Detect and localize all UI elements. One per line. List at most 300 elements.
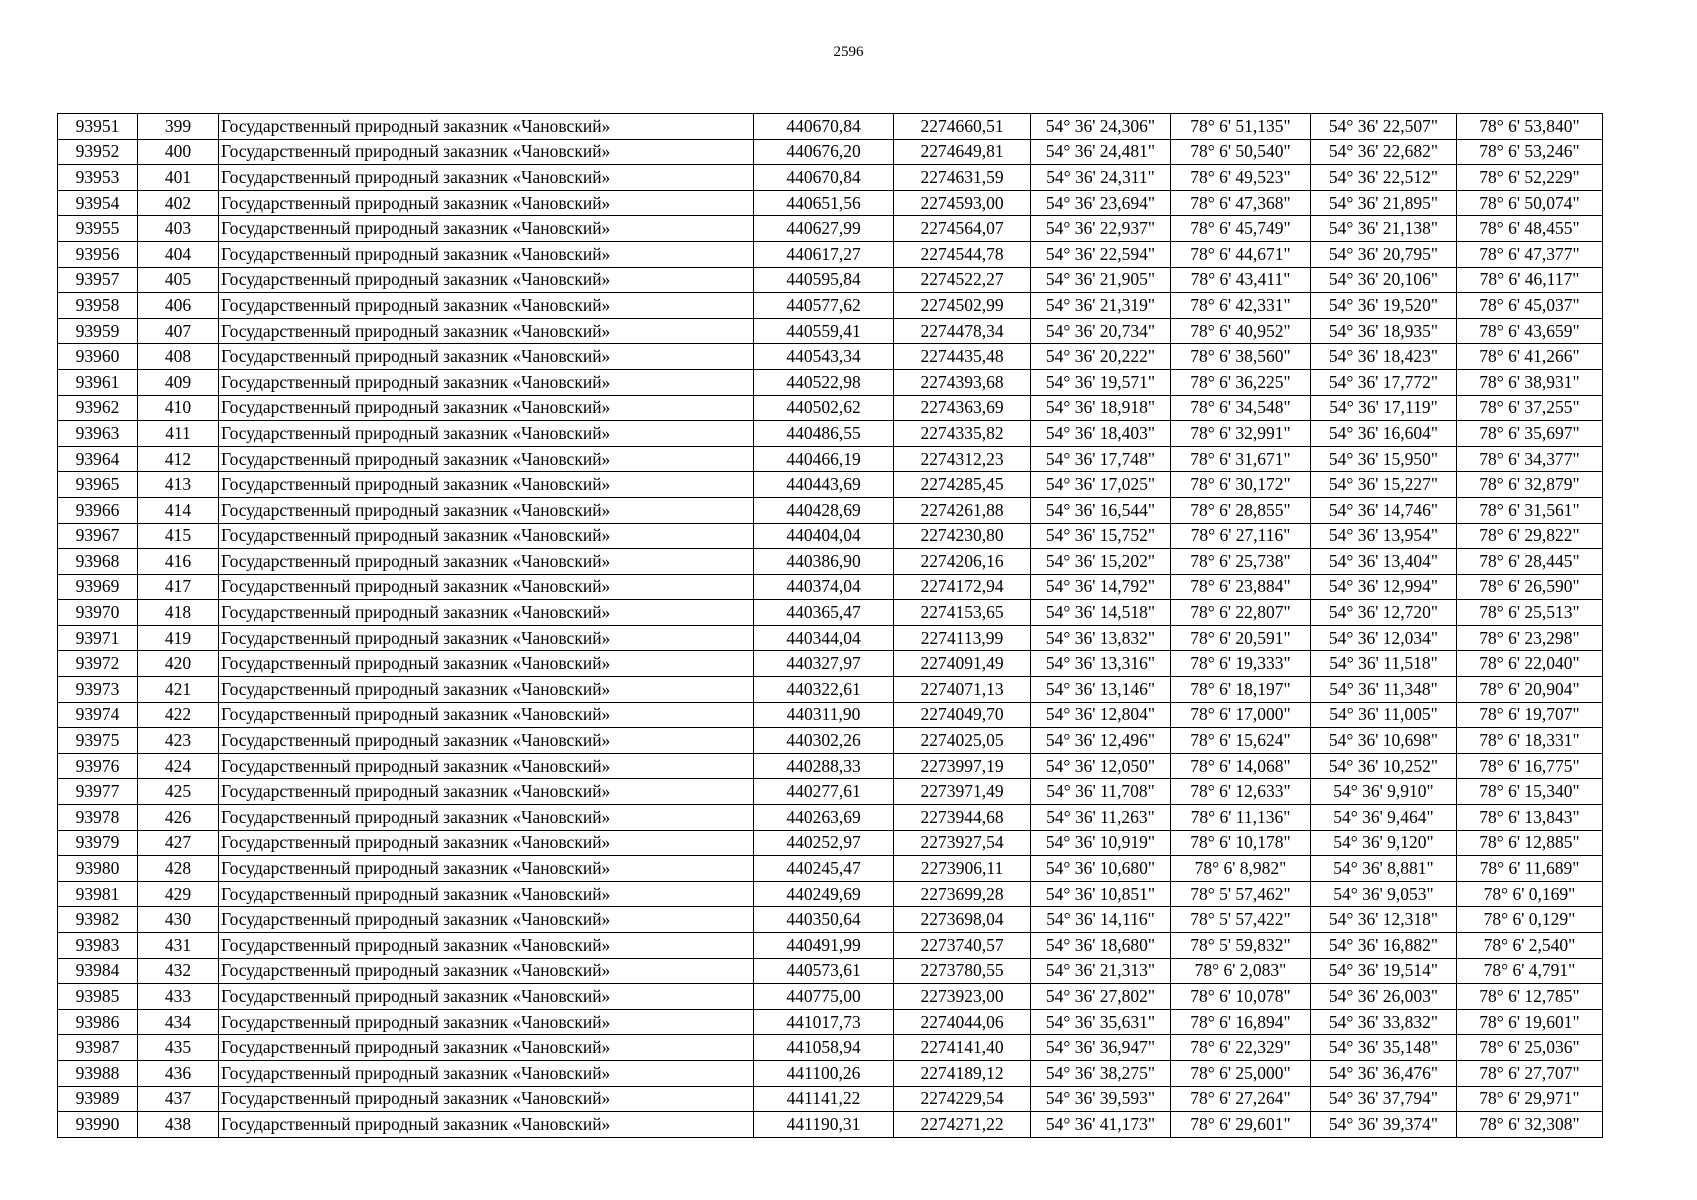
table-row bbox=[58, 293, 1603, 319]
page-number: 2596 bbox=[833, 44, 864, 60]
x-coordinate-cell: 440486,55 bbox=[754, 421, 894, 447]
latitude-cell: 54° 36' 24,306" bbox=[1031, 114, 1171, 140]
latitude-alt-cell: 54° 36' 22,507" bbox=[1311, 114, 1457, 140]
latitude-cell: 54° 36' 27,802" bbox=[1031, 984, 1171, 1010]
longitude-cell: 78° 5' 59,832" bbox=[1171, 933, 1311, 959]
point-number-cell: 425 bbox=[138, 779, 219, 805]
area-name-cell: Государственный природный заказник «Чановский» bbox=[219, 702, 754, 728]
longitude-alt-cell: 78° 6' 31,561" bbox=[1457, 497, 1603, 523]
point-number-cell: 419 bbox=[138, 625, 219, 651]
record-number-cell: 93967 bbox=[58, 523, 138, 549]
point-number-cell: 410 bbox=[138, 395, 219, 421]
latitude-alt-cell: 54° 36' 12,720" bbox=[1311, 600, 1457, 626]
longitude-alt-cell: 78° 6' 32,879" bbox=[1457, 472, 1603, 498]
x-coordinate-cell: 441017,73 bbox=[754, 1009, 894, 1035]
area-name-cell: Государственный природный заказник «Чановский» bbox=[219, 677, 754, 703]
record-number-cell: 93953 bbox=[58, 165, 138, 191]
area-name-cell: Государственный природный заказник «Чановский» bbox=[219, 216, 754, 242]
x-coordinate-cell: 440522,98 bbox=[754, 369, 894, 395]
x-coordinate-cell: 440651,56 bbox=[754, 190, 894, 216]
table-row bbox=[58, 933, 1603, 959]
area-name-cell: Государственный природный заказник «Чановский» bbox=[219, 165, 754, 191]
longitude-cell: 78° 6' 2,083" bbox=[1171, 958, 1311, 984]
point-number-cell: 409 bbox=[138, 369, 219, 395]
latitude-cell: 54° 36' 17,025" bbox=[1031, 472, 1171, 498]
longitude-cell: 78° 6' 25,738" bbox=[1171, 549, 1311, 575]
latitude-cell: 54° 36' 35,631" bbox=[1031, 1009, 1171, 1035]
area-name-cell: Государственный природный заказник «Чановский» bbox=[219, 139, 754, 165]
area-name-cell: Государственный природный заказник «Чановский» bbox=[219, 446, 754, 472]
longitude-cell: 78° 6' 30,172" bbox=[1171, 472, 1311, 498]
area-name-cell: Государственный природный заказник «Чановский» bbox=[219, 830, 754, 856]
longitude-cell: 78° 6' 38,560" bbox=[1171, 344, 1311, 370]
longitude-cell: 78° 6' 17,000" bbox=[1171, 702, 1311, 728]
y-coordinate-cell: 2273944,68 bbox=[894, 805, 1031, 831]
x-coordinate-cell: 440559,41 bbox=[754, 318, 894, 344]
point-number-cell: 438 bbox=[138, 1112, 219, 1138]
point-number-cell: 428 bbox=[138, 856, 219, 882]
longitude-alt-cell: 78° 6' 19,601" bbox=[1457, 1009, 1603, 1035]
latitude-cell: 54° 36' 20,734" bbox=[1031, 318, 1171, 344]
longitude-cell: 78° 6' 23,884" bbox=[1171, 574, 1311, 600]
latitude-alt-cell: 54° 36' 13,954" bbox=[1311, 523, 1457, 549]
x-coordinate-cell: 440466,19 bbox=[754, 446, 894, 472]
longitude-alt-cell: 78° 6' 4,791" bbox=[1457, 958, 1603, 984]
record-number-cell: 93956 bbox=[58, 241, 138, 267]
table-row bbox=[58, 600, 1603, 626]
area-name-cell: Государственный природный заказник «Чановский» bbox=[219, 805, 754, 831]
area-name-cell: Государственный природный заказник «Чановский» bbox=[219, 395, 754, 421]
latitude-alt-cell: 54° 36' 15,950" bbox=[1311, 446, 1457, 472]
y-coordinate-cell: 2274363,69 bbox=[894, 395, 1031, 421]
longitude-alt-cell: 78° 6' 15,340" bbox=[1457, 779, 1603, 805]
point-number-cell: 399 bbox=[138, 114, 219, 140]
longitude-alt-cell: 78° 6' 12,785" bbox=[1457, 984, 1603, 1010]
latitude-alt-cell: 54° 36' 22,682" bbox=[1311, 139, 1457, 165]
latitude-alt-cell: 54° 36' 9,053" bbox=[1311, 881, 1457, 907]
latitude-alt-cell: 54° 36' 19,514" bbox=[1311, 958, 1457, 984]
y-coordinate-cell: 2273698,04 bbox=[894, 907, 1031, 933]
y-coordinate-cell: 2274544,78 bbox=[894, 241, 1031, 267]
table-row bbox=[58, 881, 1603, 907]
latitude-cell: 54° 36' 13,146" bbox=[1031, 677, 1171, 703]
longitude-cell: 78° 6' 10,178" bbox=[1171, 830, 1311, 856]
longitude-cell: 78° 6' 34,548" bbox=[1171, 395, 1311, 421]
table-row bbox=[58, 190, 1603, 216]
table-row bbox=[58, 830, 1603, 856]
x-coordinate-cell: 441190,31 bbox=[754, 1112, 894, 1138]
point-number-cell: 415 bbox=[138, 523, 219, 549]
longitude-cell: 78° 6' 16,894" bbox=[1171, 1009, 1311, 1035]
longitude-cell: 78° 6' 44,671" bbox=[1171, 241, 1311, 267]
latitude-alt-cell: 54° 36' 11,348" bbox=[1311, 677, 1457, 703]
record-number-cell: 93970 bbox=[58, 600, 138, 626]
latitude-cell: 54° 36' 36,947" bbox=[1031, 1035, 1171, 1061]
y-coordinate-cell: 2273740,57 bbox=[894, 933, 1031, 959]
table-row bbox=[58, 369, 1603, 395]
latitude-cell: 54° 36' 14,116" bbox=[1031, 907, 1171, 933]
record-number-cell: 93963 bbox=[58, 421, 138, 447]
longitude-cell: 78° 6' 36,225" bbox=[1171, 369, 1311, 395]
area-name-cell: Государственный природный заказник «Чановский» bbox=[219, 651, 754, 677]
latitude-cell: 54° 36' 12,804" bbox=[1031, 702, 1171, 728]
table-row bbox=[58, 549, 1603, 575]
longitude-alt-cell: 78° 6' 46,117" bbox=[1457, 267, 1603, 293]
point-number-cell: 401 bbox=[138, 165, 219, 191]
point-number-cell: 408 bbox=[138, 344, 219, 370]
latitude-alt-cell: 54° 36' 22,512" bbox=[1311, 165, 1457, 191]
longitude-alt-cell: 78° 6' 20,904" bbox=[1457, 677, 1603, 703]
x-coordinate-cell: 440288,33 bbox=[754, 753, 894, 779]
longitude-cell: 78° 6' 43,411" bbox=[1171, 267, 1311, 293]
latitude-alt-cell: 54° 36' 15,227" bbox=[1311, 472, 1457, 498]
y-coordinate-cell: 2274071,13 bbox=[894, 677, 1031, 703]
x-coordinate-cell: 440443,69 bbox=[754, 472, 894, 498]
x-coordinate-cell: 440502,62 bbox=[754, 395, 894, 421]
latitude-cell: 54° 36' 10,851" bbox=[1031, 881, 1171, 907]
table-row bbox=[58, 139, 1603, 165]
longitude-cell: 78° 6' 40,952" bbox=[1171, 318, 1311, 344]
x-coordinate-cell: 441058,94 bbox=[754, 1035, 894, 1061]
table-row bbox=[58, 165, 1603, 191]
latitude-cell: 54° 36' 38,275" bbox=[1031, 1060, 1171, 1086]
record-number-cell: 93969 bbox=[58, 574, 138, 600]
latitude-alt-cell: 54° 36' 21,138" bbox=[1311, 216, 1457, 242]
record-number-cell: 93976 bbox=[58, 753, 138, 779]
latitude-alt-cell: 54° 36' 17,119" bbox=[1311, 395, 1457, 421]
area-name-cell: Государственный природный заказник «Чановский» bbox=[219, 421, 754, 447]
area-name-cell: Государственный природный заказник «Чановский» bbox=[219, 190, 754, 216]
longitude-alt-cell: 78° 6' 2,540" bbox=[1457, 933, 1603, 959]
area-name-cell: Государственный природный заказник «Чановский» bbox=[219, 523, 754, 549]
longitude-cell: 78° 6' 27,264" bbox=[1171, 1086, 1311, 1112]
point-number-cell: 404 bbox=[138, 241, 219, 267]
longitude-cell: 78° 6' 12,633" bbox=[1171, 779, 1311, 805]
latitude-alt-cell: 54° 36' 37,794" bbox=[1311, 1086, 1457, 1112]
longitude-cell: 78° 6' 49,523" bbox=[1171, 165, 1311, 191]
y-coordinate-cell: 2274285,45 bbox=[894, 472, 1031, 498]
latitude-cell: 54° 36' 16,544" bbox=[1031, 497, 1171, 523]
table-row bbox=[58, 753, 1603, 779]
y-coordinate-cell: 2274229,54 bbox=[894, 1086, 1031, 1112]
latitude-alt-cell: 54° 36' 36,476" bbox=[1311, 1060, 1457, 1086]
latitude-alt-cell: 54° 36' 18,423" bbox=[1311, 344, 1457, 370]
y-coordinate-cell: 2274502,99 bbox=[894, 293, 1031, 319]
area-name-cell: Государственный природный заказник «Чановский» bbox=[219, 1060, 754, 1086]
area-name-cell: Государственный природный заказник «Чановский» bbox=[219, 344, 754, 370]
x-coordinate-cell: 440350,64 bbox=[754, 907, 894, 933]
latitude-alt-cell: 54° 36' 9,910" bbox=[1311, 779, 1457, 805]
x-coordinate-cell: 440386,90 bbox=[754, 549, 894, 575]
longitude-cell: 78° 6' 50,540" bbox=[1171, 139, 1311, 165]
latitude-alt-cell: 54° 36' 26,003" bbox=[1311, 984, 1457, 1010]
y-coordinate-cell: 2274649,81 bbox=[894, 139, 1031, 165]
latitude-alt-cell: 54° 36' 16,882" bbox=[1311, 933, 1457, 959]
latitude-alt-cell: 54° 36' 20,106" bbox=[1311, 267, 1457, 293]
longitude-cell: 78° 6' 32,991" bbox=[1171, 421, 1311, 447]
point-number-cell: 400 bbox=[138, 139, 219, 165]
y-coordinate-cell: 2273971,49 bbox=[894, 779, 1031, 805]
longitude-cell: 78° 6' 20,591" bbox=[1171, 625, 1311, 651]
latitude-cell: 54° 36' 15,752" bbox=[1031, 523, 1171, 549]
longitude-cell: 78° 6' 27,116" bbox=[1171, 523, 1311, 549]
table-row bbox=[58, 216, 1603, 242]
area-name-cell: Государственный природный заказник «Чановский» bbox=[219, 881, 754, 907]
record-number-cell: 93979 bbox=[58, 830, 138, 856]
x-coordinate-cell: 440617,27 bbox=[754, 241, 894, 267]
table-row bbox=[58, 574, 1603, 600]
latitude-cell: 54° 36' 11,263" bbox=[1031, 805, 1171, 831]
x-coordinate-cell: 440245,47 bbox=[754, 856, 894, 882]
area-name-cell: Государственный природный заказник «Чановский» bbox=[219, 933, 754, 959]
latitude-alt-cell: 54° 36' 16,604" bbox=[1311, 421, 1457, 447]
record-number-cell: 93986 bbox=[58, 1009, 138, 1035]
point-number-cell: 432 bbox=[138, 958, 219, 984]
longitude-cell: 78° 6' 18,197" bbox=[1171, 677, 1311, 703]
area-name-cell: Государственный природный заказник «Чановский» bbox=[219, 267, 754, 293]
longitude-alt-cell: 78° 6' 45,037" bbox=[1457, 293, 1603, 319]
table-row bbox=[58, 241, 1603, 267]
latitude-cell: 54° 36' 11,708" bbox=[1031, 779, 1171, 805]
record-number-cell: 93952 bbox=[58, 139, 138, 165]
record-number-cell: 93964 bbox=[58, 446, 138, 472]
x-coordinate-cell: 440249,69 bbox=[754, 881, 894, 907]
area-name-cell: Государственный природный заказник «Чановский» bbox=[219, 856, 754, 882]
area-name-cell: Государственный природный заказник «Чановский» bbox=[219, 984, 754, 1010]
longitude-cell: 78° 5' 57,462" bbox=[1171, 881, 1311, 907]
record-number-cell: 93981 bbox=[58, 881, 138, 907]
point-number-cell: 421 bbox=[138, 677, 219, 703]
latitude-cell: 54° 36' 18,403" bbox=[1031, 421, 1171, 447]
table-row bbox=[58, 1009, 1603, 1035]
latitude-alt-cell: 54° 36' 11,518" bbox=[1311, 651, 1457, 677]
latitude-cell: 54° 36' 15,202" bbox=[1031, 549, 1171, 575]
longitude-alt-cell: 78° 6' 25,513" bbox=[1457, 600, 1603, 626]
table-row bbox=[58, 472, 1603, 498]
point-number-cell: 402 bbox=[138, 190, 219, 216]
x-coordinate-cell: 440627,99 bbox=[754, 216, 894, 242]
table-row bbox=[58, 958, 1603, 984]
latitude-alt-cell: 54° 36' 8,881" bbox=[1311, 856, 1457, 882]
longitude-alt-cell: 78° 6' 52,229" bbox=[1457, 165, 1603, 191]
x-coordinate-cell: 440595,84 bbox=[754, 267, 894, 293]
record-number-cell: 93989 bbox=[58, 1086, 138, 1112]
record-number-cell: 93966 bbox=[58, 497, 138, 523]
y-coordinate-cell: 2274025,05 bbox=[894, 728, 1031, 754]
longitude-alt-cell: 78° 6' 35,697" bbox=[1457, 421, 1603, 447]
record-number-cell: 93954 bbox=[58, 190, 138, 216]
area-name-cell: Государственный природный заказник «Чановский» bbox=[219, 472, 754, 498]
table-row bbox=[58, 344, 1603, 370]
area-name-cell: Государственный природный заказник «Чановский» bbox=[219, 114, 754, 140]
point-number-cell: 437 bbox=[138, 1086, 219, 1112]
longitude-alt-cell: 78° 6' 48,455" bbox=[1457, 216, 1603, 242]
record-number-cell: 93968 bbox=[58, 549, 138, 575]
latitude-cell: 54° 36' 10,919" bbox=[1031, 830, 1171, 856]
longitude-cell: 78° 6' 10,078" bbox=[1171, 984, 1311, 1010]
record-number-cell: 93990 bbox=[58, 1112, 138, 1138]
point-number-cell: 413 bbox=[138, 472, 219, 498]
latitude-cell: 54° 36' 10,680" bbox=[1031, 856, 1171, 882]
latitude-cell: 54° 36' 17,748" bbox=[1031, 446, 1171, 472]
x-coordinate-cell: 440543,34 bbox=[754, 344, 894, 370]
area-name-cell: Государственный природный заказник «Чановский» bbox=[219, 318, 754, 344]
point-number-cell: 434 bbox=[138, 1009, 219, 1035]
longitude-alt-cell: 78° 6' 0,169" bbox=[1457, 881, 1603, 907]
table-row bbox=[58, 805, 1603, 831]
x-coordinate-cell: 440322,61 bbox=[754, 677, 894, 703]
longitude-alt-cell: 78° 6' 19,707" bbox=[1457, 702, 1603, 728]
table-row bbox=[58, 446, 1603, 472]
record-number-cell: 93961 bbox=[58, 369, 138, 395]
table-row bbox=[58, 702, 1603, 728]
y-coordinate-cell: 2274312,23 bbox=[894, 446, 1031, 472]
y-coordinate-cell: 2274335,82 bbox=[894, 421, 1031, 447]
longitude-cell: 78° 6' 29,601" bbox=[1171, 1112, 1311, 1138]
point-number-cell: 422 bbox=[138, 702, 219, 728]
latitude-cell: 54° 36' 22,594" bbox=[1031, 241, 1171, 267]
longitude-alt-cell: 78° 6' 28,445" bbox=[1457, 549, 1603, 575]
x-coordinate-cell: 440374,04 bbox=[754, 574, 894, 600]
record-number-cell: 93974 bbox=[58, 702, 138, 728]
point-number-cell: 405 bbox=[138, 267, 219, 293]
latitude-cell: 54° 36' 24,481" bbox=[1031, 139, 1171, 165]
area-name-cell: Государственный природный заказник «Чановский» bbox=[219, 549, 754, 575]
longitude-cell: 78° 6' 51,135" bbox=[1171, 114, 1311, 140]
table-row bbox=[58, 1035, 1603, 1061]
longitude-cell: 78° 6' 22,329" bbox=[1171, 1035, 1311, 1061]
latitude-alt-cell: 54° 36' 14,746" bbox=[1311, 497, 1457, 523]
area-name-cell: Государственный природный заказник «Чановский» bbox=[219, 600, 754, 626]
table-row bbox=[58, 1086, 1603, 1112]
longitude-alt-cell: 78° 6' 53,840" bbox=[1457, 114, 1603, 140]
longitude-alt-cell: 78° 6' 11,689" bbox=[1457, 856, 1603, 882]
longitude-cell: 78° 6' 19,333" bbox=[1171, 651, 1311, 677]
table-row bbox=[58, 1060, 1603, 1086]
latitude-alt-cell: 54° 36' 10,698" bbox=[1311, 728, 1457, 754]
point-number-cell: 414 bbox=[138, 497, 219, 523]
longitude-alt-cell: 78° 6' 18,331" bbox=[1457, 728, 1603, 754]
longitude-alt-cell: 78° 6' 32,308" bbox=[1457, 1112, 1603, 1138]
y-coordinate-cell: 2274435,48 bbox=[894, 344, 1031, 370]
record-number-cell: 93957 bbox=[58, 267, 138, 293]
y-coordinate-cell: 2273780,55 bbox=[894, 958, 1031, 984]
x-coordinate-cell: 440676,20 bbox=[754, 139, 894, 165]
area-name-cell: Государственный природный заказник «Чановский» bbox=[219, 241, 754, 267]
longitude-alt-cell: 78° 6' 12,885" bbox=[1457, 830, 1603, 856]
x-coordinate-cell: 440428,69 bbox=[754, 497, 894, 523]
x-coordinate-cell: 440365,47 bbox=[754, 600, 894, 626]
y-coordinate-cell: 2274141,40 bbox=[894, 1035, 1031, 1061]
record-number-cell: 93962 bbox=[58, 395, 138, 421]
table-row bbox=[58, 856, 1603, 882]
area-name-cell: Государственный природный заказник «Чановский» bbox=[219, 1035, 754, 1061]
longitude-alt-cell: 78° 6' 26,590" bbox=[1457, 574, 1603, 600]
y-coordinate-cell: 2274478,34 bbox=[894, 318, 1031, 344]
longitude-alt-cell: 78° 6' 22,040" bbox=[1457, 651, 1603, 677]
table-row bbox=[58, 497, 1603, 523]
longitude-alt-cell: 78° 6' 41,266" bbox=[1457, 344, 1603, 370]
point-number-cell: 433 bbox=[138, 984, 219, 1010]
record-number-cell: 93960 bbox=[58, 344, 138, 370]
latitude-alt-cell: 54° 36' 10,252" bbox=[1311, 753, 1457, 779]
y-coordinate-cell: 2274091,49 bbox=[894, 651, 1031, 677]
x-coordinate-cell: 440573,61 bbox=[754, 958, 894, 984]
longitude-cell: 78° 6' 28,855" bbox=[1171, 497, 1311, 523]
latitude-cell: 54° 36' 21,905" bbox=[1031, 267, 1171, 293]
y-coordinate-cell: 2274660,51 bbox=[894, 114, 1031, 140]
latitude-cell: 54° 36' 23,694" bbox=[1031, 190, 1171, 216]
table-row bbox=[58, 318, 1603, 344]
record-number-cell: 93980 bbox=[58, 856, 138, 882]
latitude-cell: 54° 36' 18,680" bbox=[1031, 933, 1171, 959]
y-coordinate-cell: 2273906,11 bbox=[894, 856, 1031, 882]
coordinates-table bbox=[57, 113, 1603, 1138]
latitude-cell: 54° 36' 14,518" bbox=[1031, 600, 1171, 626]
latitude-cell: 54° 36' 19,571" bbox=[1031, 369, 1171, 395]
record-number-cell: 93982 bbox=[58, 907, 138, 933]
longitude-cell: 78° 5' 57,422" bbox=[1171, 907, 1311, 933]
longitude-alt-cell: 78° 6' 16,775" bbox=[1457, 753, 1603, 779]
point-number-cell: 431 bbox=[138, 933, 219, 959]
area-name-cell: Государственный природный заказник «Чановский» bbox=[219, 1086, 754, 1112]
table-row bbox=[58, 523, 1603, 549]
record-number-cell: 93988 bbox=[58, 1060, 138, 1086]
area-name-cell: Государственный природный заказник «Чановский» bbox=[219, 1112, 754, 1138]
longitude-alt-cell: 78° 6' 34,377" bbox=[1457, 446, 1603, 472]
record-number-cell: 93985 bbox=[58, 984, 138, 1010]
record-number-cell: 93984 bbox=[58, 958, 138, 984]
y-coordinate-cell: 2274522,27 bbox=[894, 267, 1031, 293]
record-number-cell: 93951 bbox=[58, 114, 138, 140]
longitude-alt-cell: 78° 6' 29,971" bbox=[1457, 1086, 1603, 1112]
area-name-cell: Государственный природный заказник «Чановский» bbox=[219, 574, 754, 600]
longitude-cell: 78° 6' 14,068" bbox=[1171, 753, 1311, 779]
record-number-cell: 93977 bbox=[58, 779, 138, 805]
area-name-cell: Государственный природный заказник «Чановский» bbox=[219, 728, 754, 754]
x-coordinate-cell: 440277,61 bbox=[754, 779, 894, 805]
longitude-alt-cell: 78° 6' 43,659" bbox=[1457, 318, 1603, 344]
longitude-alt-cell: 78° 6' 29,822" bbox=[1457, 523, 1603, 549]
table-row bbox=[58, 395, 1603, 421]
point-number-cell: 424 bbox=[138, 753, 219, 779]
x-coordinate-cell: 440404,04 bbox=[754, 523, 894, 549]
area-name-cell: Государственный природный заказник «Чановский» bbox=[219, 907, 754, 933]
latitude-cell: 54° 36' 13,316" bbox=[1031, 651, 1171, 677]
table-row bbox=[58, 1112, 1603, 1138]
latitude-alt-cell: 54° 36' 9,120" bbox=[1311, 830, 1457, 856]
record-number-cell: 93987 bbox=[58, 1035, 138, 1061]
longitude-cell: 78° 6' 25,000" bbox=[1171, 1060, 1311, 1086]
y-coordinate-cell: 2273699,28 bbox=[894, 881, 1031, 907]
longitude-cell: 78° 6' 22,807" bbox=[1171, 600, 1311, 626]
longitude-cell: 78° 6' 15,624" bbox=[1171, 728, 1311, 754]
latitude-cell: 54° 36' 13,832" bbox=[1031, 625, 1171, 651]
latitude-alt-cell: 54° 36' 20,795" bbox=[1311, 241, 1457, 267]
latitude-cell: 54° 36' 22,937" bbox=[1031, 216, 1171, 242]
table-row bbox=[58, 625, 1603, 651]
y-coordinate-cell: 2274261,88 bbox=[894, 497, 1031, 523]
longitude-cell: 78° 6' 8,982" bbox=[1171, 856, 1311, 882]
point-number-cell: 429 bbox=[138, 881, 219, 907]
record-number-cell: 93965 bbox=[58, 472, 138, 498]
longitude-cell: 78° 6' 47,368" bbox=[1171, 190, 1311, 216]
table-row bbox=[58, 677, 1603, 703]
latitude-alt-cell: 54° 36' 9,464" bbox=[1311, 805, 1457, 831]
x-coordinate-cell: 441100,26 bbox=[754, 1060, 894, 1086]
longitude-alt-cell: 78° 6' 53,246" bbox=[1457, 139, 1603, 165]
point-number-cell: 416 bbox=[138, 549, 219, 575]
